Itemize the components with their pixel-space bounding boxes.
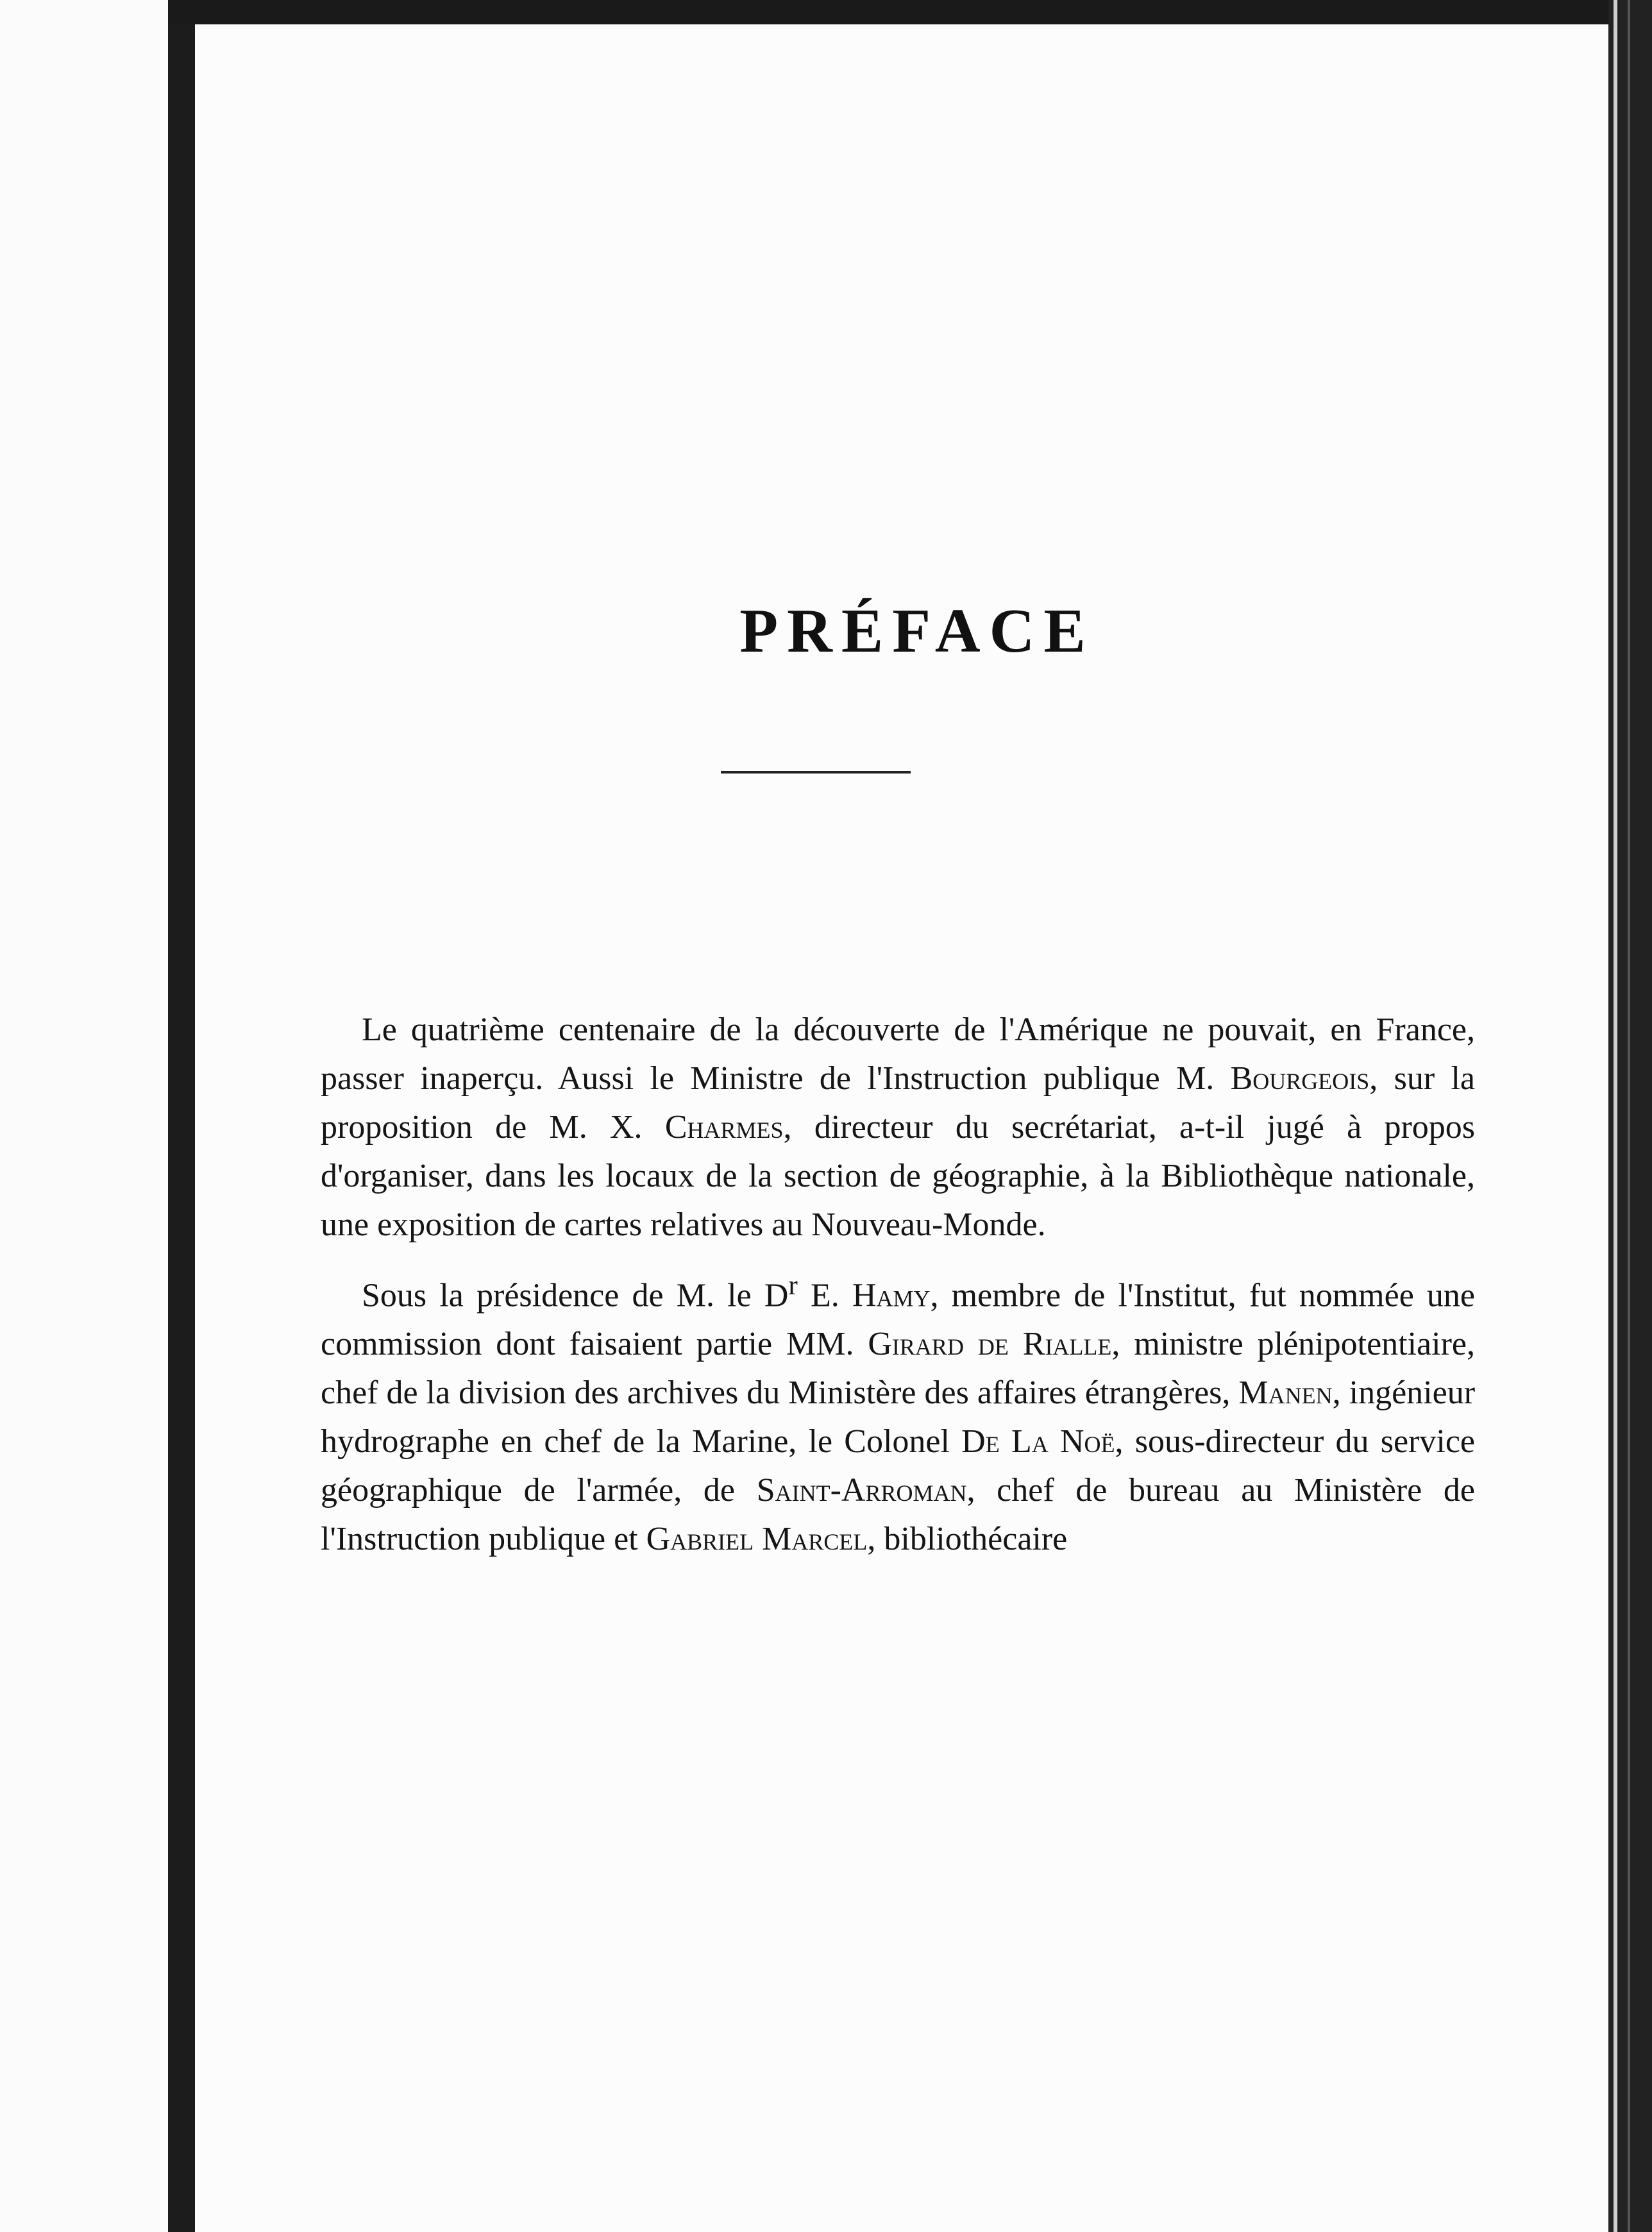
- text-run: Sous la présidence de M. le D: [362, 1277, 789, 1314]
- page-title: PRÉFACE: [739, 596, 1095, 666]
- proper-name: Saint-Arroman: [756, 1472, 967, 1509]
- title-rule: [721, 771, 911, 774]
- text-run: , ministre plénipotentiaire, chef de la division des archives du Ministère des affaires étrangères,: [321, 1326, 1475, 1412]
- preface-body: [321, 1006, 1475, 1564]
- text-run: , sur la proposition de M. X.: [321, 1060, 1475, 1146]
- text-run: , membre de l'Institut, fut nommée une commission dont faisaient partie MM.: [321, 1277, 1476, 1363]
- paragraph-2: [321, 1261, 1475, 1564]
- proper-name: Girard de Rialle: [868, 1326, 1112, 1363]
- proper-name: Charmes: [664, 1109, 784, 1146]
- text-run: , chef de bureau au Ministère de l'Instruction publique et: [321, 1472, 1476, 1558]
- text-run: E.: [797, 1277, 852, 1314]
- text-run: , directeur du secrétariat, a-t-il jugé à propos d'organiser, dans les locaux de la section de géographie, à la Bibliothèque nationale, une exposition de cartes relatives au Nouveau-Monde.: [321, 1109, 1475, 1243]
- book-fore-edge: [1608, 0, 1652, 2232]
- proper-name: Gabriel Marcel: [646, 1521, 868, 1558]
- previous-page-edge: [0, 0, 168, 2232]
- proper-name: Bourgeois: [1230, 1060, 1370, 1097]
- text-run: Le quatrième centenaire de la découverte de l'Amérique ne pouvait, en France, passer inaperçu. Aussi le Ministre de l'Instruction publique M.: [321, 1011, 1475, 1097]
- superscript-text: r: [788, 1270, 798, 1301]
- proper-name: De La Noë: [961, 1423, 1115, 1460]
- paragraph-1: [321, 1006, 1475, 1249]
- proper-name: Hamy: [852, 1277, 931, 1314]
- scan-top-border: [168, 0, 1652, 24]
- binding-gutter: [168, 0, 195, 2232]
- book-page: [195, 24, 1608, 2232]
- text-run: , sous-directeur du service géographique de l'armée, de: [321, 1423, 1475, 1509]
- text-run: , ingénieur hydrographe en chef de la Marine, le Colonel: [321, 1374, 1476, 1460]
- proper-name: Manen: [1238, 1374, 1333, 1412]
- text-run: , bibliothécaire: [867, 1521, 1068, 1558]
